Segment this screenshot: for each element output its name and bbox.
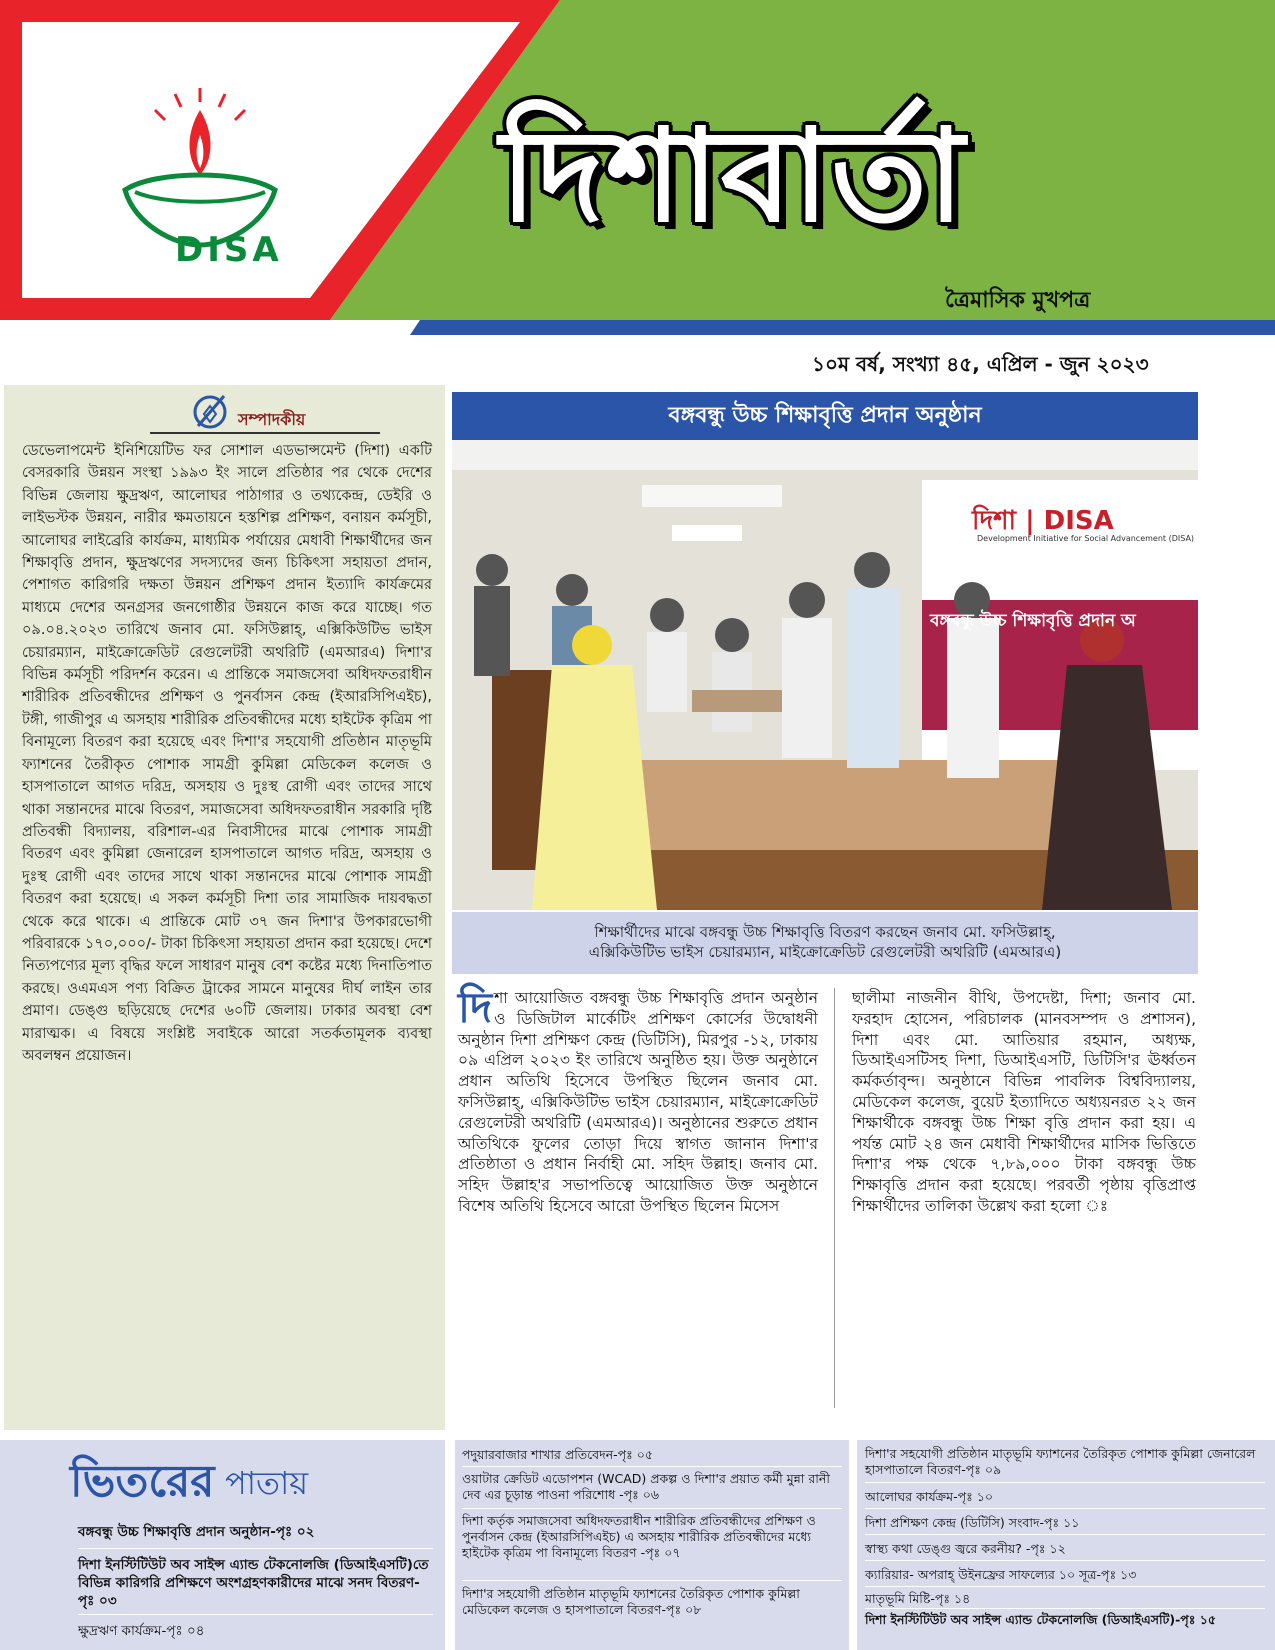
inside-rule — [462, 1508, 842, 1509]
caption-line-1: শিক্ষার্থীদের মাঝে বঙ্গবন্ধু উচ্চ শিক্ষাবৃত্তি বিতরণ করছেন জনাব মো. ফসিউল্লাহ্, — [594, 923, 1056, 941]
article-column-2: ছালীমা নাজনীন বীথি, উপদেষ্টা, দিশা; জনাব মো. ফরহাদ হোসেন, পরিচালক (মানবসম্পদ ও প্রশাসন), দিশা এবং মো. আতিয়ার রহমান, অধ্যক্ষ, ডিআইএসটিসহ দিশা, ডিআইএসটি, ডিটিসি'র ঊর্ধ্বতন কর্মকর্তাবৃন্দ। অনুষ্ঠানে বিভিন্ন পাবলিক বিশ্ববিদ্যালয়, মেডিকেল কলেজ, বুয়েট ইত্যাদিতে অধ্যয়নরত ২২ জন শিক্ষার্থীকে বঙ্গবন্ধু উচ্চ শিক্ষা বৃত্তি প্রদান করা হয়। এ পর্যন্ত মোট ২৪ জন মেধাবী শিক্ষার্থীদের মাসিক ভিত্তিতে দিশা'র পক্ষ থেকে ৭,৮৯,০০০ টাকা বঙ্গবন্ধু উচ্চ শিক্ষাবৃত্তি প্রদান করা হয়েছে। পরবর্তী পৃষ্ঠায় বৃত্তিপ্রাপ্ত শিক্ষার্থীদের তালিকা উল্লেখ করা হলো ঃ — [852, 989, 1196, 1215]
inside-link-3-4[interactable]: স্বাস্থ্য কথা ডেঙ্গু জ্বরে করনীয়? -পৃঃ ১২ — [865, 1541, 1066, 1556]
inside-rule — [78, 1548, 433, 1549]
feature-photo — [452, 440, 1198, 910]
photo-banner-sub: Development Initiative for Social Advancement (DISA) — [977, 534, 1195, 543]
editorial-body: ডেভেলাপমেন্ট ইনিশিয়েটিভ ফর সোশাল এডভান্সমেন্ট (দিশা) একটি বেসরকারি উন্নয়ন সংস্থা ১৯৯৩ ইং সালে প্রতিষ্ঠার পর থেকে দেশের বিভিন্ন জেলায় ক্ষুদ্রঋণ, আলোঘর পাঠাগার ও তথ্যকেন্দ্র, ডেইরি ও লাইভস্টক উন্নয়ন, নারীর ক্ষমতায়নে হস্তশিল্প প্রশিক্ষণ, বনায়ন কর্মসূচী, আলোঘর লাইব্রেরি কার্যক্রম, মাধ্যমিক পর্যায়ের মেধাবী শিক্ষার্থীদের জন শিক্ষাবৃত্তি প্রদান, ক্ষুদ্রঋণের সদস্যদের জন্য চিকিৎসা সহায়তা প্রদান, পেশাগত কারিগরি দক্ষতা উন্নয়ন প্রশিক্ষণ প্রদান ইত্যাদি কার্যক্রমের মাধ্যমে দেশের অনগ্রসর জনগোষ্ঠীর উন্নয়নে কাজ করে যাচ্ছে। গত ০৯.০৪.২০২৩ তারিখে জনাব মো. ফসিউল্লাহ্, এক্সিকিউটিভ ভাইস চেয়ারম্যান, মাইক্রোক্রেডিট রেগুলেটরী অথরিটি (এমআরএ) দিশা'র বিভিন্ন কর্মসূচী পরিদর্শন করেন। এ প্রান্তিকে সমাজসেবা অধিদফতরাধীন শারীরিক প্রতিবন্ধীদের প্রশিক্ষণ ও পুনর্বাসন কেন্দ্র (ইআরসিপিএইচ), টঙ্গী, গাজীপুর এ অসহায় শারীরিক প্রতিবন্ধীদের মধ্যে হাইটেক কৃত্রিম পা বিনামূল্যে বিতরণ করা হয়েছে এবং দিশা'র সহযোগী প্রতিষ্ঠান মাতৃভূমি ফ্যাশনের তৈরীকৃত পোশাক সামগ্রী কুমিল্লা মেডিকেল কলেজ ও হাসপাতালে আগত দরিদ্র, অসহায় ও দুঃস্থ রোগী এবং তাদের সাথে থাকা সন্তানদের মাঝে বিতরণ, সমাজসেবা অধিদফতরাধীন সরকারি দৃষ্টি প্রতিবন্ধী বিদ্যালয়, বরিশাল-এর নিবাসীদের মাঝে পোশাক সামগ্রী বিতরণ এবং কুমিল্লা জেনারেল হাসপাতালে আগত দরিদ্র, অসহায় ও দুঃস্থ রোগী এবং তাদের সাথে থাকা সন্তানদের মাঝে পোশাক সামগ্রী বিতরণ করা হয়েছে। এ সকল কর্মসূচী দিশা তার সামাজিক দায়বদ্ধতা থেকে করে থাকে। এ প্রান্তিকে মোট ৩৭ জন দিশা'র উপকারভোগী পরিবারকে ১৭০,০০০/- টাকা চিকিৎসা সহায়তা প্রদান করা হয়েছে। দেশে নিত্যপণ্যের মূল্য বৃদ্ধির ফলে সাধারণ মানুষ বেশ কষ্টের মধ্যে দিনাতিপাত করছে। ওএমএস পণ্য বিক্রিত ট্রাকের সামনে মানুষের দীর্ঘ লাইন তার প্রমাণ। ডেঙ্গু ছড়িয়েছে দেশের ৬০টি জেলায়। ঢাকার অবস্থা বেশ মারাত্মক। এ বিষয়ে সংশ্লিষ্ট সবাইকে আরো সতর্কতামূলক ব্যবস্থা অবলম্বন প্রয়োজন। — [22, 443, 432, 1064]
publication-subtitle: ত্রৈমাসিক মুখপত্র — [945, 288, 1091, 313]
inside-link-2-2[interactable]: ওয়াটার ক্রেডিট এডোপশন (WCAD) প্রকল্প ও দিশা'র প্রয়াত কর্মী মুন্না রানী দেব এর চূড়ান্ত পাওনা পরিশোধ -পৃঃ ০৬ — [462, 1471, 830, 1502]
article-text-1: শা আয়োজিত বঙ্গবন্ধু উচ্চ শিক্ষাবৃত্তি প্রদান অনুষ্ঠান ও ডিজিটাল মার্কেটিং প্রশিক্ষণ কোর্সের উদ্বোধনী অনুষ্ঠান দিশা প্রশিক্ষণ কেন্দ্র (ডিটিসি), মিরপুর -১২, ঢাকায় ০৯ এপ্রিল ২০২৩ ইং তারিখে অনুষ্ঠিত হয়। উক্ত অনুষ্ঠানে প্রধান অতিথি হিসেবে উপস্থিত ছিলেন জনাব মো. ফসিউল্লাহ্, এক্সিকিউটিভ ভাইস চেয়ারম্যান, মাইক্রোক্রেডিট রেগুলেটরী অথরিটি (এমআরএ)। অনুষ্ঠানের শুরুতে প্রধান অতিথিকে ফুলের তোড়া দিয়ে স্বাগত জানান দিশা'র প্রতিষ্ঠাতা ও প্রধান নির্বাহী মো. সহিদ উল্লাহ। জনাব মো. সহিদ উল্লাহ'র সভাপতিত্বে আয়োজিত উক্ত অনুষ্ঠানে বিশেষ অতিথি হিসেবে আরো উপস্থিত ছিলেন মিসেস — [458, 989, 818, 1215]
inside-link-1-1[interactable]: বঙ্গবন্ধু উচ্চ শিক্ষাবৃত্তি প্রদান অনুষ্ঠান-পৃঃ ০২ — [78, 1524, 315, 1540]
inside-panel-1 — [0, 1440, 445, 1650]
inside-rule — [865, 1508, 1265, 1509]
inside-rule — [865, 1482, 1265, 1483]
photo-caption — [452, 912, 1198, 974]
inside-rule — [865, 1534, 1265, 1535]
photo-banner-title: বঙ্গবন্ধু উচ্চ শিক্ষাবৃত্তি প্রদান অ — [930, 611, 1136, 631]
inside-link-3-3[interactable]: দিশা প্রশিক্ষণ কেন্দ্র (ডিটিসি) সংবাদ-পৃঃ ১১ — [865, 1515, 1080, 1530]
inside-heading-a: ভিতরের — [70, 1456, 215, 1507]
inside-link-2-3[interactable]: দিশা কর্তৃক সমাজসেবা অধিদফতরাধীন শারীরিক প্রতিবন্ধীদের প্রশিক্ষণ ও পুনর্বাসন কেন্দ্র (ইআরসিপিএইচ) এ অসহায় শারীরিক প্রতিবন্ধীদের মধ্যে হাইটেক কৃত্রিম পা বিনামূল্যে বিতরণ -পৃঃ ০৭ — [462, 1513, 816, 1560]
logo-wordmark: DISA — [175, 230, 283, 270]
dropcap: দি — [458, 983, 493, 1032]
masthead — [0, 0, 1275, 376]
publication-title: দিশাবার্তা — [500, 102, 967, 251]
inside-link-3-7[interactable]: দিশা ইনস্টিটিউট অব সাইন্স এ্যান্ড টেকনোলজি (ডিআইএসটি)-পৃঃ ১৫ — [865, 1612, 1216, 1627]
inside-rule — [462, 1466, 842, 1467]
inside-link-3-6[interactable]: মাতৃভূমি মিষ্টি-পৃঃ ১৪ — [865, 1591, 971, 1606]
feature-headline: বঙ্গবন্ধু উচ্চ শিক্ষাবৃত্তি প্রদান অনুষ্ঠান — [452, 392, 1198, 440]
inside-link-1-3[interactable]: ক্ষুদ্রঋণ কার্যক্রম-পৃঃ ০৪ — [78, 1623, 205, 1639]
inside-link-3-5[interactable]: ক্যারিয়ার- অপরাহ্ উইনফ্রের সাফল্যের ১০ সূত্র-পৃঃ ১৩ — [865, 1567, 1137, 1582]
inside-link-1-2[interactable]: দিশা ইনস্টিটিউট অব সাইন্স এ্যান্ড টেকনোলজি (ডিআইএসটি)তে বিভিন্ন কারিগরি প্রশিক্ষণে অংশগ্রহণকারীদের মাঝে সনদ বিতরণ-পৃঃ ০৩ — [78, 1557, 429, 1609]
article-column-1 — [458, 983, 818, 1217]
inside-rule — [462, 1580, 842, 1581]
issue-info: ১০ম বর্ষ, সংখ্যা ৪৫, এপ্রিল - জুন ২০২৩ — [812, 352, 1149, 376]
inside-rule — [865, 1586, 1265, 1587]
inside-link-3-1[interactable]: দিশা'র সহযোগী প্রতিষ্ঠান মাতৃভূমি ফ্যাশনের তৈরিকৃত পোশাক কুমিল্লা জেনারেল হাসপাতালে বিতরণ-পৃঃ ০৯ — [865, 1446, 1256, 1477]
pen-nib-icon — [190, 392, 230, 432]
caption-line-2: এক্সিকিউটিভ ভাইস চেয়ারম্যান, মাইক্রোক্রেডিট রেগুলেটরী অথরিটি (এমআরএ) — [588, 943, 1062, 961]
editorial-heading: সম্পাদকীয় — [238, 410, 306, 429]
photo-banner-brand: দিশা | DISA — [972, 506, 1114, 536]
inside-rule — [78, 1614, 433, 1615]
inside-rule — [865, 1560, 1265, 1561]
column-divider — [834, 988, 835, 1408]
inside-heading-b: পাতায় — [225, 1464, 309, 1502]
inside-link-2-1[interactable]: পদুয়ারবাজার শাখার প্রতিবেদন-পৃঃ ০৫ — [462, 1447, 654, 1462]
editorial-underline — [150, 432, 380, 434]
inside-link-3-2[interactable]: আলোঘর কার্যক্রম-পৃঃ ১০ — [865, 1489, 993, 1504]
inside-rule — [865, 1608, 1265, 1609]
inside-link-2-4[interactable]: দিশা'র সহযোগী প্রতিষ্ঠান মাতৃভূমি ফ্যাশনের তৈরিকৃত পোশাক কুমিল্লা মেডিকেল কলেজ ও হাসপাতালে বিতরণ-পৃঃ ০৮ — [462, 1586, 800, 1617]
